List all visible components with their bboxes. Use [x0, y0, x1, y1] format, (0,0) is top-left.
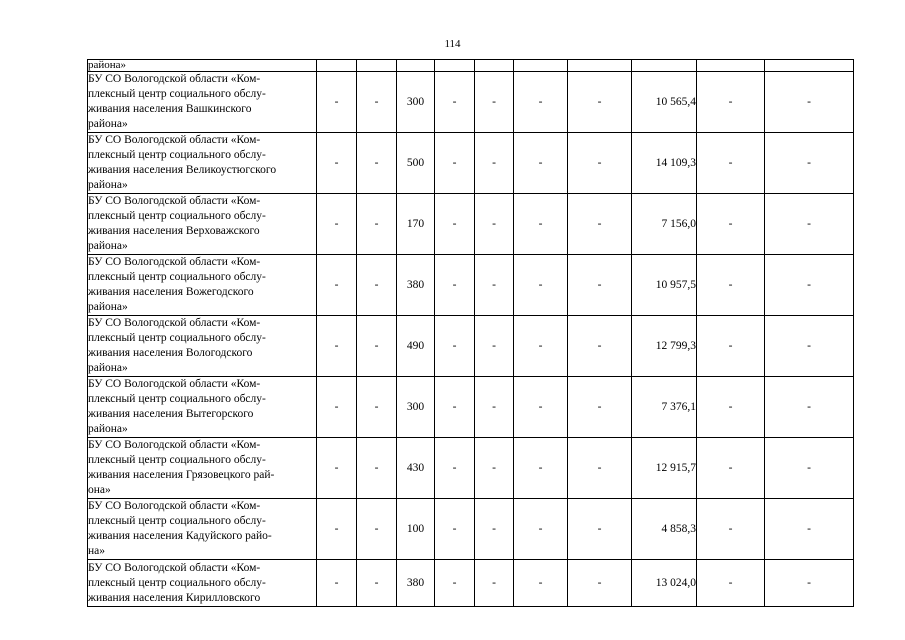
value-cell: -	[568, 316, 632, 377]
value-cell: 380	[397, 255, 435, 316]
amount-cell: 7 376,1	[632, 377, 697, 438]
amount-cell: 12 915,7	[632, 438, 697, 499]
value-cell: -	[357, 72, 397, 133]
org-name-cell	[88, 377, 317, 438]
org-name-line: БУ СО Вологодской области «Ком-	[88, 439, 261, 451]
org-name-cell	[88, 255, 317, 316]
org-name-line: живания населения Верховажского	[88, 225, 260, 237]
value-cell: -	[765, 255, 854, 316]
table-row	[88, 377, 854, 438]
value-cell: -	[514, 133, 568, 194]
value-cell: -	[697, 499, 765, 560]
value-cell	[397, 60, 435, 72]
value-cell: -	[435, 316, 475, 377]
value-cell: -	[317, 72, 357, 133]
value-cell: -	[475, 377, 514, 438]
org-name-line: живания населения Вашкинского	[88, 103, 252, 115]
org-name-line: плексный центр социального обслу-	[88, 576, 266, 589]
value-cell: -	[697, 316, 765, 377]
org-name-cell	[88, 72, 317, 133]
value-cell: -	[357, 377, 397, 438]
value-cell: 300	[397, 377, 435, 438]
table-row	[88, 255, 854, 316]
org-name-line: на»	[88, 545, 106, 557]
value-cell: -	[317, 316, 357, 377]
table-row	[88, 316, 854, 377]
table-row	[88, 499, 854, 560]
table-row	[88, 133, 854, 194]
value-cell	[765, 60, 854, 72]
org-name-line: района»	[88, 362, 128, 374]
value-cell: -	[317, 499, 357, 560]
value-cell	[697, 60, 765, 72]
value-cell: -	[475, 499, 514, 560]
value-cell: -	[514, 72, 568, 133]
value-cell: -	[765, 316, 854, 377]
org-name-line: живания населения Великоустюгского	[88, 164, 277, 176]
value-cell: -	[357, 133, 397, 194]
value-cell: -	[697, 255, 765, 316]
value-cell: -	[568, 255, 632, 316]
value-cell: -	[568, 438, 632, 499]
org-name-line: БУ СО Вологодской области «Ком-	[88, 134, 261, 146]
value-cell: -	[765, 194, 854, 255]
org-name-line: района»	[88, 118, 128, 130]
amount-cell: 12 799,3	[632, 316, 697, 377]
value-cell: -	[514, 255, 568, 316]
org-name-line: плексный центр социального обслу-	[88, 149, 266, 161]
value-cell: -	[697, 133, 765, 194]
org-name-cell	[88, 133, 317, 194]
amount-cell: 13 024,0	[632, 560, 697, 607]
value-cell: -	[765, 377, 854, 438]
value-cell: -	[357, 499, 397, 560]
amount-cell: 10 957,5	[632, 255, 697, 316]
org-name-line: живания населения Вологодского	[88, 347, 253, 359]
value-cell: -	[357, 316, 397, 377]
org-name-line: БУ СО Вологодской области «Ком-	[88, 256, 261, 268]
org-name-line: живания населения Вожегодского	[88, 286, 254, 298]
table-row	[88, 72, 854, 133]
value-cell: -	[475, 560, 514, 607]
value-cell	[632, 60, 697, 72]
value-cell: -	[514, 499, 568, 560]
value-cell: 380	[397, 560, 435, 607]
value-cell: -	[435, 133, 475, 194]
value-cell: -	[765, 72, 854, 133]
amount-cell: 4 858,3	[632, 499, 697, 560]
value-cell: -	[475, 194, 514, 255]
value-cell: 100	[397, 499, 435, 560]
org-name-line: живания населения Вытегорского	[88, 408, 254, 420]
value-cell: -	[568, 560, 632, 607]
value-cell: -	[514, 560, 568, 607]
value-cell: -	[317, 377, 357, 438]
value-cell: -	[568, 499, 632, 560]
value-cell	[357, 60, 397, 72]
org-name-line: живания населения Кадуйского райо-	[88, 530, 272, 542]
org-name-cell: района»	[88, 60, 317, 72]
org-name-line: БУ СО Вологодской области «Ком-	[88, 73, 261, 85]
org-name-line: БУ СО Вологодской области «Ком-	[88, 561, 261, 574]
org-name-line: плексный центр социального обслу-	[88, 88, 266, 100]
org-name-line: БУ СО Вологодской области «Ком-	[88, 317, 261, 329]
value-cell: -	[765, 560, 854, 607]
value-cell	[514, 60, 568, 72]
value-cell: -	[435, 499, 475, 560]
value-cell: -	[514, 438, 568, 499]
page-number: 114	[444, 38, 461, 50]
value-cell: -	[475, 255, 514, 316]
table-row-continued	[88, 60, 854, 72]
table-row	[88, 194, 854, 255]
value-cell: -	[435, 194, 475, 255]
org-name-line: плексный центр социального обслу-	[88, 271, 266, 283]
value-cell: -	[475, 72, 514, 133]
value-cell: -	[697, 194, 765, 255]
value-cell: 170	[397, 194, 435, 255]
report-table	[87, 59, 854, 607]
value-cell	[475, 60, 514, 72]
value-cell: -	[435, 377, 475, 438]
value-cell: -	[697, 377, 765, 438]
value-cell	[317, 60, 357, 72]
value-cell: -	[475, 438, 514, 499]
org-name-line: БУ СО Вологодской области «Ком-	[88, 500, 261, 512]
org-name-line: района»	[88, 240, 128, 252]
table-body	[88, 60, 854, 607]
org-name-line: она»	[88, 484, 111, 496]
value-cell: -	[697, 72, 765, 133]
value-cell: -	[514, 194, 568, 255]
value-cell: -	[765, 438, 854, 499]
value-cell: -	[568, 377, 632, 438]
org-name-line: плексный центр социального обслу-	[88, 515, 266, 527]
org-name-line: плексный центр социального обслу-	[88, 393, 266, 405]
value-cell: -	[435, 255, 475, 316]
value-cell: -	[514, 316, 568, 377]
value-cell: -	[475, 316, 514, 377]
org-name-line: района»	[88, 179, 128, 191]
org-name-line: района»	[88, 301, 128, 313]
value-cell: 430	[397, 438, 435, 499]
value-cell: -	[357, 194, 397, 255]
org-name-line: живания населения Кирилловского	[88, 591, 261, 604]
value-cell: -	[357, 560, 397, 607]
value-cell	[435, 60, 475, 72]
value-cell: -	[317, 560, 357, 607]
value-cell: -	[435, 560, 475, 607]
org-name-cell	[88, 560, 317, 607]
value-cell: -	[568, 133, 632, 194]
value-cell: -	[475, 133, 514, 194]
org-name-cell	[88, 499, 317, 560]
org-name-line: живания населения Грязовецкого рай-	[88, 469, 275, 481]
amount-cell: 10 565,4	[632, 72, 697, 133]
value-cell: -	[357, 438, 397, 499]
value-cell: -	[765, 499, 854, 560]
amount-cell: 14 109,3	[632, 133, 697, 194]
org-name-line: плексный центр социального обслу-	[88, 454, 266, 466]
value-cell: -	[357, 255, 397, 316]
table-row	[88, 438, 854, 499]
org-name-line: плексный центр социального обслу-	[88, 210, 266, 222]
table-row	[88, 560, 854, 607]
value-cell: -	[317, 194, 357, 255]
value-cell: -	[435, 72, 475, 133]
org-name-cell	[88, 316, 317, 377]
value-cell: 490	[397, 316, 435, 377]
value-cell: -	[317, 133, 357, 194]
value-cell: -	[317, 255, 357, 316]
value-cell: -	[568, 72, 632, 133]
org-name-line: района»	[88, 423, 128, 435]
org-name-line: плексный центр социального обслу-	[88, 332, 266, 344]
value-cell: 500	[397, 133, 435, 194]
value-cell: -	[697, 560, 765, 607]
value-cell: -	[765, 133, 854, 194]
value-cell: -	[435, 438, 475, 499]
org-name-cell	[88, 438, 317, 499]
value-cell: -	[514, 377, 568, 438]
value-cell: -	[568, 194, 632, 255]
value-cell: -	[697, 438, 765, 499]
org-name-line: БУ СО Вологодской области «Ком-	[88, 378, 261, 390]
value-cell: 300	[397, 72, 435, 133]
value-cell	[568, 60, 632, 72]
amount-cell: 7 156,0	[632, 194, 697, 255]
org-name-cell	[88, 194, 317, 255]
org-name-line: БУ СО Вологодской области «Ком-	[88, 195, 261, 207]
value-cell: -	[317, 438, 357, 499]
